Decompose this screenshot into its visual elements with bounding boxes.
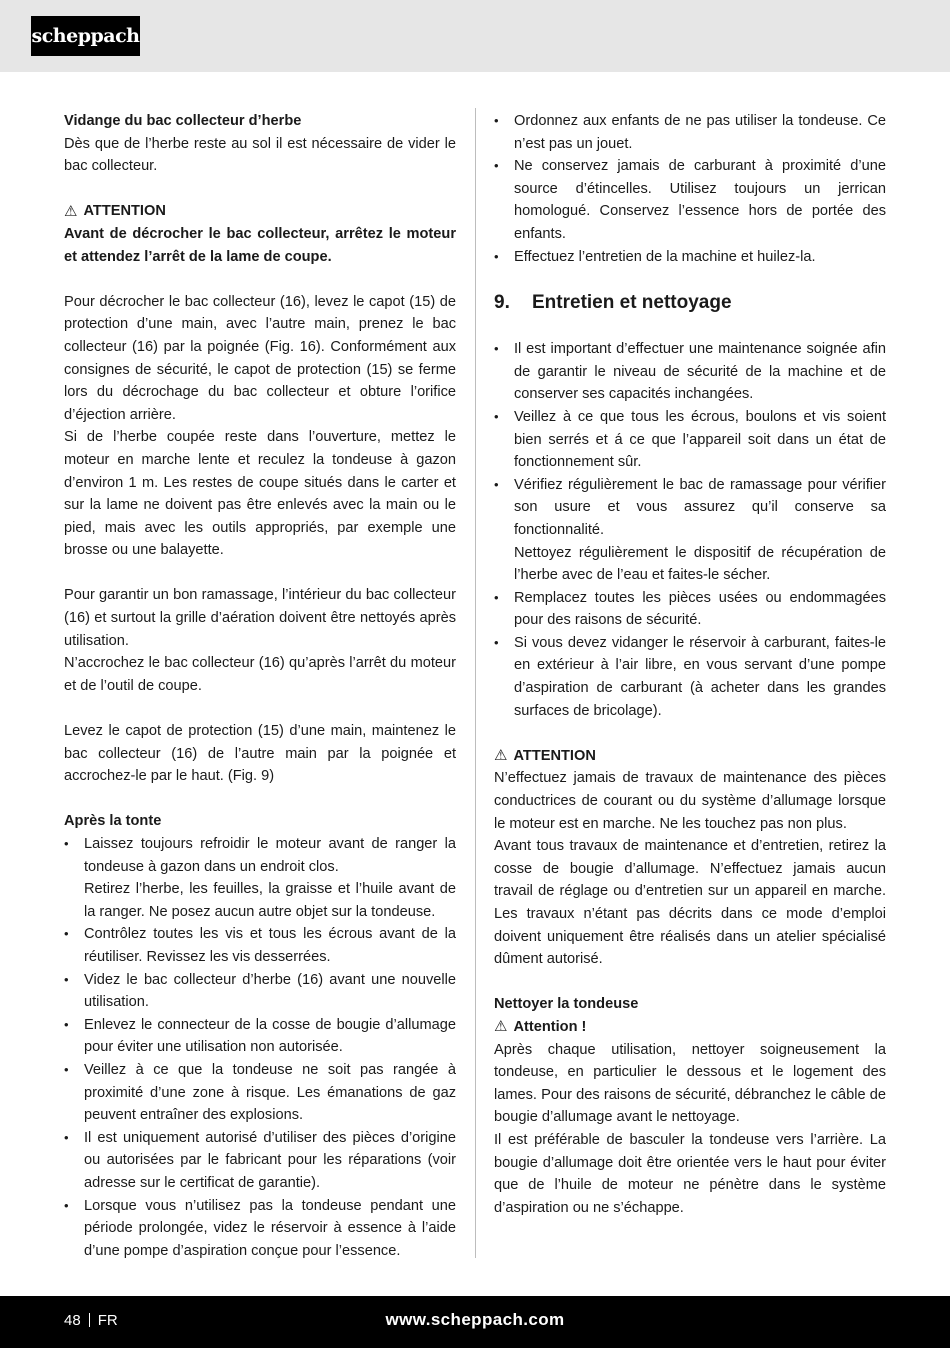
page-number: 48 [64,1312,81,1329]
list-item: • Videz le bac collecteur d’herbe (16) avant une nouvelle utilisation. [64,969,456,1014]
section-title-after-mowing: Après la tonte [64,813,162,830]
warning-triangle-icon: ⚠ [64,202,78,220]
column-divider [475,108,476,1258]
header-band [0,0,950,72]
list-item: • Veillez à ce que la tondeuse ne soit pas rangée à proximité d’une zone à risque. Les émanations de gaz peuvent entraîner des explosions. [64,1059,456,1127]
section-title-emptying: Vidange du bac collecteur d’herbe [64,113,302,129]
warning-triangle-icon: ⚠ [494,747,508,765]
list-item: • Si vous devez vidanger le réservoir à carburant, faites-le en extérieur à l’air libre, en vous servant d’une pompe d’aspiration de carburant (à acheter dans les grandes surfaces de bricolage). [494,632,886,722]
paragraph: Levez le capot de protection (15) d’une main, maintenez le bac collecteur (16) de l’autre main par la poignée et accrochez-le par le haut. (Fig. 9) [64,723,456,785]
language-code: FR [97,1312,118,1329]
section-heading [494,290,886,316]
after-mowing-list-continued [64,923,456,1262]
paragraph: Dès que de l’herbe reste au sol il est nécessaire de vider le bac collecteur. [64,135,456,175]
paragraph: N’effectuez jamais de travaux de maintenance des pièces conductrices de courant ou du système d’allumage lorsque le moteur est en marche. Ne les touchez pas non plus. [494,770,886,832]
list-item: • Vérifiez régulièrement le bac de ramassage pour vérifier son usure et vous assurez qu’il conserve sa fonctionnalité. [494,474,886,542]
left-column [64,110,456,1262]
list-item: • Veillez à ce que tous les écrous, boulons et vis soient bien serrés et á ce que l’appareil soit dans un état de fonctionnement sûr. [494,406,886,474]
list-item: • Il est important d’effectuer une maintenance soignée afin de garantir le niveau de sécurité de la machine et de conserver ses capacités inchangées. [494,338,886,406]
list-item: • Remplacez toutes les pièces usées ou endommagées pour des raisons de sécurité. [494,587,886,632]
warning-title: ATTENTION [83,203,166,220]
list-item: • Contrôlez toutes les vis et tous les écrous avant de la réutiliser. Revissez les vis desserrées. [64,923,456,968]
paragraph: Après chaque utilisation, nettoyer soigneusement la tondeuse, en particulier le dessous et le logement des lames. Pour des raisons de sécurité, débranchez le câble de bougie d’allumage avant le nettoyage. [494,1041,886,1126]
right-column [494,110,886,1219]
list-item-continuation: Retirez l’herbe, les feuilles, la graisse et l’huile avant de la ranger. Ne posez aucun autre objet sur la tondeuse. [84,881,456,920]
list-item: • Ordonnez aux enfants de ne pas utiliser la tondeuse. Ce n’est pas un jouet. [494,110,886,155]
maintenance-list [494,338,886,541]
list-item: • Enlevez le connecteur de la cosse de bougie d’allumage pour éviter une utilisation non autorisée. [64,1014,456,1059]
warning-heading [64,200,456,223]
paragraph: Avant tous travaux de maintenance et d’entretien, retirez la cosse de bougie d’allumage. N’effectuez jamais aucun travail de réglage ou d’entretien sur un appareil en marche. Les travaux n’étant pas décrits dans ce mode d’emploi doivent uniquement être réalisés dans un atelier spécialisé dûment autorisé. [494,838,886,968]
website-link[interactable]: www.scheppach.com [385,1310,565,1329]
list-item: • Laissez toujours refroidir le moteur avant de ranger la tondeuse à gazon dans un endroit clos. [64,833,456,878]
list-item-continuation: Nettoyez régulièrement le dispositif de récupération de l’herbe avec de l’eau et faites-le sécher. [514,544,886,584]
maintenance-list-continued [494,587,886,723]
list-item: • Lorsque vous n’utilisez pas la tondeuse pendant une période prolongée, videz le réservoir à essence à l’aide d’une pompe d’aspiration conçue pour l’essence. [64,1195,456,1263]
paragraph: Si de l’herbe coupée reste dans l’ouverture, mettez le moteur en marche lente et reculez la tondeuse à gazon d’environ 1 m. Les restes de coupe situés dans le carter et sur la lame ne doivent pas être enlevés avec la main ou le pied, mais avec les outils appropriés, par exemple une brosse ou une balayette. [64,429,456,559]
list-item: • Ne conservez jamais de carburant à proximité d’une source d’étincelles. Utilisez toujours un jerrican homologué. Conservez l’essence hors de portée des enfants. [494,155,886,245]
warning-title: Attention ! [513,1018,587,1035]
list-item: • Il est uniquement autorisé d’utiliser des pièces d’origine ou autorisées par le fabricant pour les réparations (voir adresse sur le certificat de garantie). [64,1127,456,1195]
section-title-cleaning: Nettoyer la tondeuse [494,996,639,1013]
warning-heading [494,745,886,768]
warning-text: Avant de décrocher le bac collecteur, arrêtez le moteur et attendez l’arrêt de la lame de coupe. [64,225,456,265]
section-number: 9. [494,292,510,314]
footer-bar [0,1296,950,1348]
list-item: • Effectuez l’entretien de la machine et huilez-la. [494,246,886,269]
warning-title: ATTENTION [513,747,596,764]
after-mowing-list [64,833,456,878]
paragraph: Il est préférable de basculer la tondeuse vers l’arrière. La bougie d’allumage doit être orientée vers le haut pour éviter que de l’huile de moteur ne pénètre dans le système d’aspiration ou ne s’échappe. [494,1131,886,1216]
section-title: Entretien et nettoyage [532,292,732,314]
brand-logo: scheppach [31,16,140,56]
paragraph: N’accrochez le bac collecteur (16) qu’après l’arrêt du moteur et de l’outil de coupe. [64,655,456,694]
warning-triangle-icon: ⚠ [494,1018,508,1036]
paragraph: Pour garantir un bon ramassage, l’intérieur du bac collecteur (16) et surtout la grille d’aération doivent être nettoyés après utilisation. [64,587,456,649]
paragraph: Pour décrocher le bac collecteur (16), levez le capot (15) de protection d’une main, avec l’autre main, prenez le bac collecteur (16) par la poignée (Fig. 16). Conformément aux consignes de sécurité, le capot de protection (15) se ferme lors du décrochage du bac collecteur et obture l’orifice d’éjection arrière. [64,293,456,423]
safety-list [494,110,886,268]
warning-heading [494,1016,886,1039]
